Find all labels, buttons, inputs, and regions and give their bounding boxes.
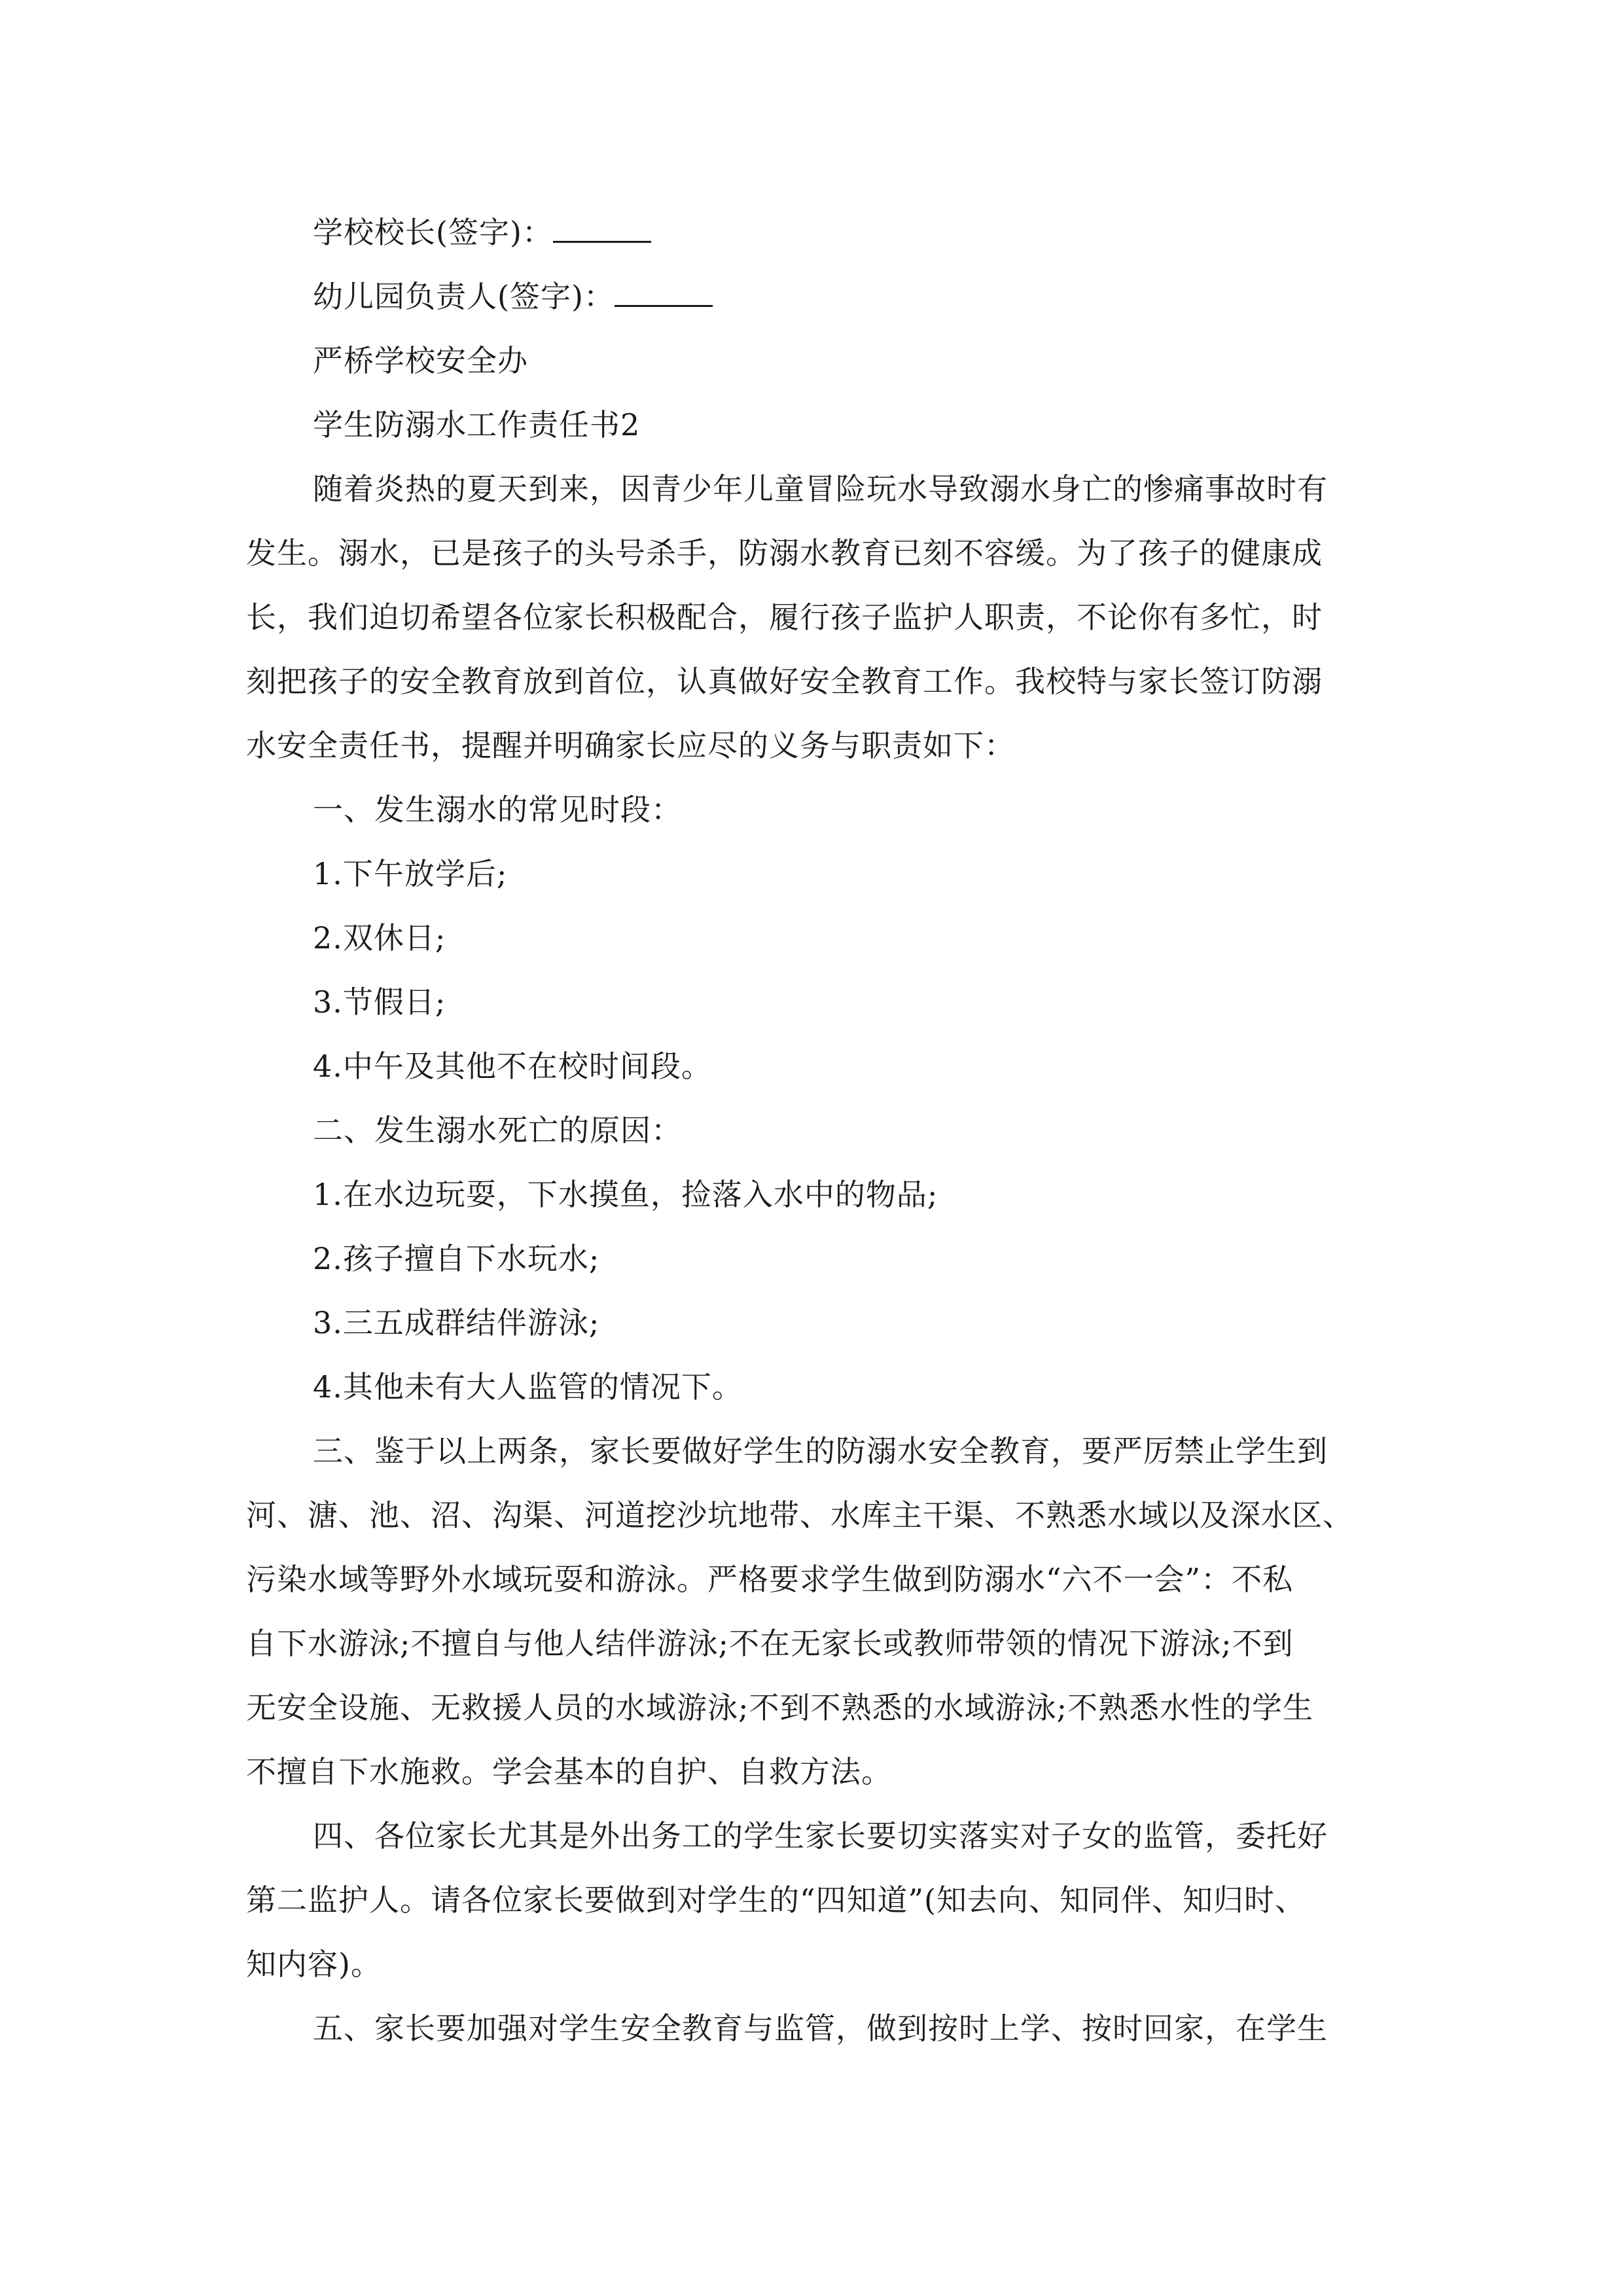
section3-line: 三、鉴于以上两条，家长要做好学生的防溺水安全教育，要严厉禁止学生到 <box>313 1433 1328 1469</box>
section2-item: 1.在水边玩耍，下水摸鱼，捡落入水中的物品; <box>313 1177 938 1212</box>
section2-item: 4.其他未有大人监管的情况下。 <box>313 1369 743 1405</box>
section2-item: 3.三五成群结伴游泳; <box>313 1305 600 1340</box>
section1-item: 2.双休日; <box>313 920 446 956</box>
section2-item: 2.孩子擅自下水玩水; <box>313 1241 600 1276</box>
section3-line: 无安全设施、无救援人员的水域游泳;不到不熟悉的水域游泳;不熟悉水性的学生 <box>246 1690 1313 1725</box>
section1-item: 4.中午及其他不在校时间段。 <box>313 1049 712 1084</box>
intro-line: 随着炎热的夏天到来，因青少年儿童冒险玩水导致溺水身亡的惨痛事故时有 <box>313 471 1328 507</box>
principal-signature-label: 学校校长(签字)： <box>313 215 553 250</box>
section1-heading: 一、发生溺水的常见时段： <box>313 792 682 827</box>
intro-line: 发生。溺水，已是孩子的头号杀手，防溺水教育已刻不容缓。为了孩子的健康成 <box>246 535 1323 571</box>
intro-line: 刻把孩子的安全教育放到首位，认真做好安全教育工作。我校特与家长签订防溺 <box>246 664 1323 699</box>
section3-line: 河、溏、池、沼、沟渠、河道挖沙坑地带、水库主干渠、不熟悉水域以及深水区、 <box>246 1498 1353 1533</box>
section1-item: 1.下午放学后; <box>313 856 508 891</box>
section5-line: 五、家长要加强对学生安全教育与监管，做到按时上学、按时回家，在学生 <box>313 2011 1328 2046</box>
section3-line: 自下水游泳;不擅自与他人结伴游泳;不在无家长或教师带领的情况下游泳;不到 <box>246 1626 1294 1661</box>
section2-heading: 二、发生溺水死亡的原因： <box>313 1113 682 1148</box>
section3-line: 不擅自下水施救。学会基本的自护、自救方法。 <box>246 1754 892 1789</box>
section4-line: 知内容)。 <box>246 1946 382 1982</box>
section1-item: 3.节假日; <box>313 984 446 1020</box>
document-title: 学生防溺水工作责任书2 <box>313 407 641 442</box>
section4-line: 四、各位家长尤其是外出务工的学生家长要切实落实对子女的监管，委托好 <box>313 1818 1328 1854</box>
kindergarten-signature-line <box>246 264 1398 329</box>
office-name: 严桥学校安全办 <box>313 343 528 378</box>
document-body <box>246 200 1398 2060</box>
section4-line: 第二监护人。请各位家长要做到对学生的“四知道”(知去向、知同伴、知归时、 <box>246 1882 1306 1918</box>
kindergarten-signature-label: 幼儿园负责人(签字)： <box>313 279 615 314</box>
principal-signature-line <box>246 200 1398 264</box>
principal-signature-blank[interactable] <box>553 215 651 243</box>
intro-line: 水安全责任书，提醒并明确家长应尽的义务与职责如下： <box>246 728 1015 763</box>
section3-line: 污染水域等野外水域玩耍和游泳。严格要求学生做到防溺水“六不一会”：不私 <box>246 1562 1294 1597</box>
intro-line: 长，我们迫切希望各位家长积极配合，履行孩子监护人职责，不论你有多忙，时 <box>246 600 1323 635</box>
kindergarten-signature-blank[interactable] <box>615 279 713 307</box>
